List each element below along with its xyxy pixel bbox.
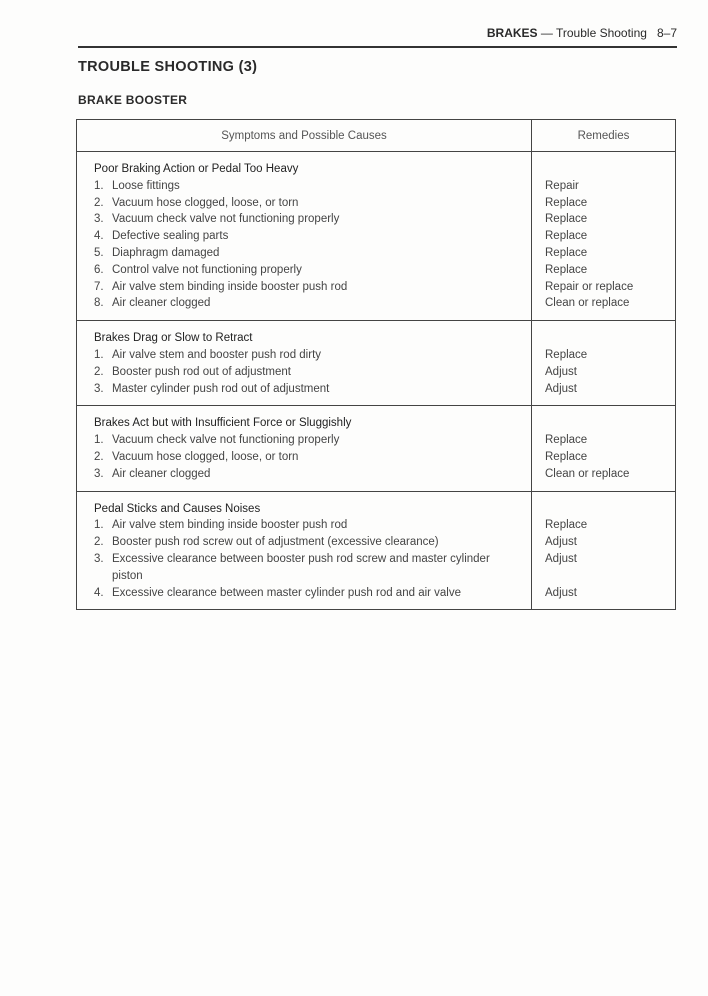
cause-number: 8. <box>94 297 104 310</box>
cause-item <box>94 262 531 279</box>
remedy-spacer <box>545 501 675 518</box>
symptom-title: Brakes Drag or Slow to Retract <box>94 332 253 345</box>
remedy-text: Repair <box>545 179 579 192</box>
cause-item <box>94 551 514 585</box>
remedy-text: Replace <box>545 263 588 276</box>
remedy-spacer <box>545 568 675 585</box>
remedies-cell <box>532 321 675 405</box>
header-separator: — <box>537 26 556 40</box>
cause-text: Excessive clearance between master cylinder push rod and air valve <box>112 586 462 599</box>
cause-number: 1. <box>94 434 104 447</box>
table-header-row <box>77 120 675 151</box>
cause-number: 2. <box>94 536 104 549</box>
trouble-shooting-table <box>76 119 676 610</box>
cause-item <box>94 585 531 602</box>
symptom-title: Brakes Act but with Insufficient Force or Sluggishly <box>94 417 352 430</box>
symptoms-cell <box>77 492 532 610</box>
page-number: 8–7 <box>656 26 677 40</box>
cause-item <box>94 466 531 483</box>
cause-item <box>94 364 531 381</box>
col-header-symptoms: Symptoms and Possible Causes <box>77 120 532 151</box>
header-section: BRAKES <box>486 26 538 40</box>
cause-text: Diaphragm damaged <box>112 246 220 259</box>
remedy-spacer <box>545 415 675 432</box>
cause-item <box>94 381 531 398</box>
cause-text: Air valve stem binding inside booster push rod <box>112 519 348 532</box>
cause-number: 3. <box>94 552 104 565</box>
remedy-text: Replace <box>545 450 588 463</box>
remedy-text: Replace <box>545 519 588 532</box>
cause-item <box>94 432 531 449</box>
cause-item <box>94 517 531 534</box>
cause-item <box>94 211 531 228</box>
remedy-text: Replace <box>545 434 588 447</box>
cause-text: Loose fittings <box>112 179 180 192</box>
remedies-cell <box>532 492 675 610</box>
symptom-group <box>77 405 675 490</box>
remedy-text: Replace <box>545 246 588 259</box>
page-title: TROUBLE SHOOTING (3) <box>78 59 258 75</box>
cause-item <box>94 195 531 212</box>
cause-text: Vacuum check valve not functioning properly <box>112 434 340 447</box>
remedy-text: Adjust <box>545 552 577 565</box>
cause-text: Air valve stem and booster push rod dirty <box>112 348 322 361</box>
cause-item <box>94 245 531 262</box>
remedy-text: Adjust <box>545 586 577 599</box>
cause-item <box>94 279 531 296</box>
cause-text: Air cleaner clogged <box>112 467 211 480</box>
remedy-text: Replace <box>545 348 588 361</box>
cause-text: Defective sealing parts <box>112 230 229 243</box>
remedy-spacer <box>545 330 675 347</box>
cause-item <box>94 295 531 312</box>
symptom-group <box>77 151 675 320</box>
symptoms-cell <box>77 406 532 490</box>
remedy-text: Replace <box>545 213 588 226</box>
remedy-spacer <box>545 161 675 178</box>
header-topic: Trouble Shooting <box>556 26 647 40</box>
remedy-text: Adjust <box>545 382 577 395</box>
cause-item <box>94 534 531 551</box>
running-header <box>78 26 677 48</box>
symptom-title: Poor Braking Action or Pedal Too Heavy <box>94 163 299 175</box>
header-text <box>487 26 677 40</box>
cause-number: 7. <box>94 280 104 293</box>
symptom-group <box>77 491 675 610</box>
symptom-group <box>77 320 675 405</box>
cause-number: 3. <box>94 213 104 226</box>
cause-text: Booster push rod out of adjustment <box>112 365 291 378</box>
cause-number: 4. <box>94 230 104 243</box>
remedy-text: Replace <box>545 196 588 209</box>
cause-number: 6. <box>94 263 104 276</box>
symptoms-cell <box>77 321 532 405</box>
cause-text: Booster push rod screw out of adjustment (excessive clearance) <box>112 536 439 549</box>
cause-text: Control valve not functioning properly <box>112 263 302 276</box>
cause-number: 3. <box>94 467 104 480</box>
remedy-text: Adjust <box>545 536 577 549</box>
cause-text: Excessive clearance between booster push rod screw and master cylinder piston <box>112 552 490 582</box>
remedies-cell <box>532 406 675 490</box>
remedy-text: Repair or replace <box>545 280 634 293</box>
remedy-text: Replace <box>545 230 588 243</box>
cause-item <box>94 449 531 466</box>
cause-text: Air cleaner clogged <box>112 297 211 310</box>
cause-number: 4. <box>94 586 104 599</box>
cause-item <box>94 178 531 195</box>
cause-text: Vacuum hose clogged, loose, or torn <box>112 450 299 463</box>
cause-text: Vacuum hose clogged, loose, or torn <box>112 196 299 209</box>
symptoms-cell <box>77 152 532 320</box>
cause-text: Vacuum check valve not functioning properly <box>112 213 340 226</box>
remedies-cell <box>532 152 675 320</box>
remedy-text: Clean or replace <box>545 467 630 480</box>
cause-number: 5. <box>94 246 104 259</box>
cause-item <box>94 228 531 245</box>
remedy-text: Adjust <box>545 365 577 378</box>
cause-number: 3. <box>94 382 104 395</box>
cause-number: 1. <box>94 348 104 361</box>
remedy-text: Clean or replace <box>545 297 630 310</box>
symptom-title: Pedal Sticks and Causes Noises <box>94 502 261 515</box>
cause-item <box>94 347 531 364</box>
cause-text: Air valve stem binding inside booster push rod <box>112 280 348 293</box>
cause-number: 2. <box>94 450 104 463</box>
cause-number: 2. <box>94 365 104 378</box>
cause-number: 2. <box>94 196 104 209</box>
cause-number: 1. <box>94 519 104 532</box>
cause-text: Master cylinder push rod out of adjustment <box>112 382 330 395</box>
section-subtitle: BRAKE BOOSTER <box>78 93 188 107</box>
cause-number: 1. <box>94 179 104 192</box>
col-header-remedies: Remedies <box>577 129 630 142</box>
